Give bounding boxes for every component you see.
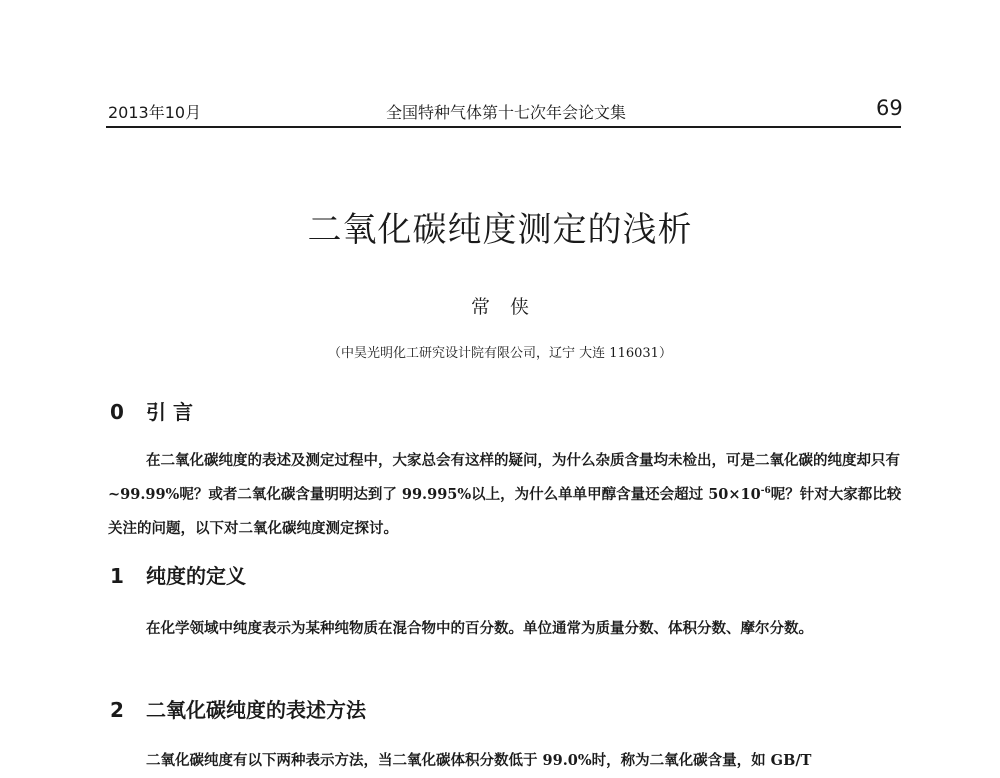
running-header-date: 2013年10月 (108, 103, 202, 122)
section-number: 0 (110, 400, 124, 424)
section-title: 纯度的定义 (146, 564, 246, 588)
section-heading-introduction (110, 396, 193, 425)
author-name: 常侠 (470, 296, 549, 318)
paragraph-text: 二氧化碳纯度有以下两种表示方法，当二氧化碳体积分数低于 99.0%时，称为二氧化碳含量，如 GB/T (146, 752, 812, 769)
paragraph-text: 在化学领域中纯度表示为某种纯物质在混合物中的百分数。单位通常为质量分数、体积分数、摩尔分数。 (146, 620, 813, 637)
section-heading-purity-definition (110, 560, 246, 589)
superscript-exponent: -6 (760, 486, 771, 497)
page-number: 69 (876, 96, 903, 120)
paragraph-text: 在二氧化碳纯度的表述及测定过程中，大家总会有这样的疑问，为什么杂质含量均未检出，可是二氧化碳的纯度却只有~99.99%呢？或者二氧化碳含量明明达到了 99.995%以上，为什么单单甲醇含量还会超过 50×10 (108, 452, 900, 503)
paragraph-text-continued: 呢？针对大家都比较关注的问题，以下对二氧化碳纯度测定探讨。 (108, 486, 902, 537)
section-title: 二氧化碳纯度的表述方法 (146, 698, 366, 722)
running-header-journal: 全国特种气体第十七次年会论文集 (386, 103, 627, 122)
author-affiliation: （中昊光明化工研究设计院有限公司，辽宁 大连 116031） (328, 346, 672, 361)
paragraph-expression-methods (108, 744, 903, 778)
paragraph-purity-definition (108, 612, 903, 646)
section-heading-expression-methods (110, 694, 366, 723)
header-rule (106, 126, 901, 128)
section-title: 引 言 (146, 400, 193, 424)
section-number: 2 (110, 698, 124, 722)
paragraph-introduction (108, 444, 903, 546)
section-number: 1 (110, 564, 124, 588)
article-title: 二氧化碳纯度测定的浅析 (307, 210, 693, 250)
